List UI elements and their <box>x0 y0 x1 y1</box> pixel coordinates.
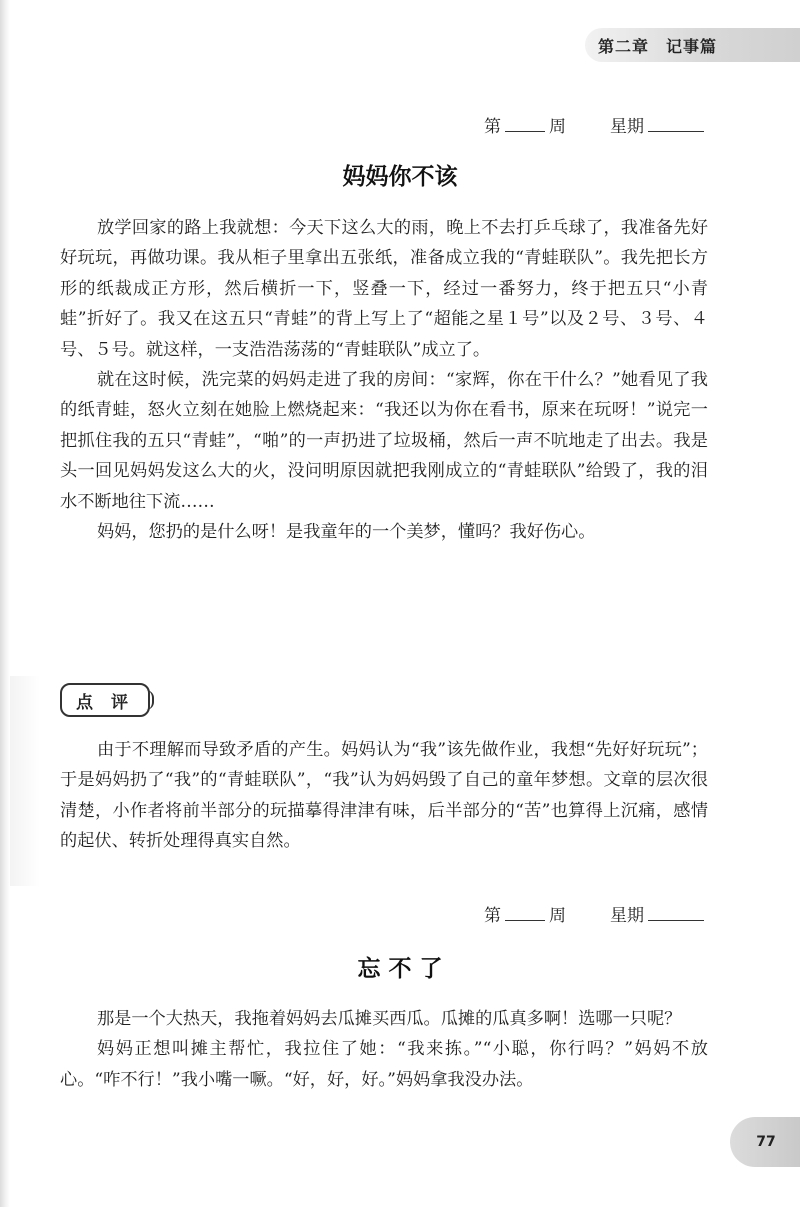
review-paragraph: 由于不理解而导致矛盾的产生。妈妈认为“我”该先做作业，我想“先好好玩玩”；于是妈妈扔了“我”的“青蛙联队”，“我”认为妈妈毁了自己的童年梦想。文章的层次很清楚，小作者将前半部分的玩描摹得津津有味，后半部分的“苦”也算得上沉痛，感情的起伏、转折处理得真实自然。 <box>60 740 708 852</box>
review-body <box>60 735 708 857</box>
week-blank <box>505 117 545 132</box>
week-suffix: 周 <box>549 906 566 926</box>
week-blank <box>505 906 545 921</box>
weekday-prefix: 星期 <box>610 117 644 137</box>
page-number: 77 <box>756 1134 776 1150</box>
essay2-title: 忘 不 了 <box>357 956 443 982</box>
week-suffix: 周 <box>549 117 566 137</box>
essay1-paragraph: 就在这时候，洗完菜的妈妈走进了我的房间：“家辉，你在干什么？”她看见了我的纸青蛙，怒火立刻在她脸上燃烧起来：“我还以为你在看书，原来在玩呀！”说完一把抓住我的五只“青蛙”，“啪”的一声扔进了垃圾桶，然后一声不吭地走了出去。我是头一回见妈妈发这么大的火，没问明原因就把我刚成立的“青蛙联队”给毁了，我的泪水不断地往下流…… <box>60 370 708 512</box>
page-number-tab <box>730 1117 800 1167</box>
essay2-body <box>60 1004 708 1095</box>
essay2-paragraph: 那是一个大热天，我拖着妈妈去瓜摊买西瓜。瓜摊的瓜真多啊！选哪一只呢？ <box>96 1009 682 1029</box>
week-prefix: 第 <box>484 906 501 926</box>
week-prefix: 第 <box>484 117 501 137</box>
review-badge: 点 评 <box>60 683 150 717</box>
chapter-label: 第二章 记事篇 <box>598 37 718 56</box>
essay1-title: 妈妈你不该 <box>342 164 458 190</box>
weekday-prefix: 星期 <box>610 906 644 926</box>
essay1-paragraph: 放学回家的路上我就想：今天下这么大的雨，晚上不去打乒乓球了，我准备先好好玩玩，再做功课。我从柜子里拿出五张纸，准备成立我的“青蛙联队”。我先把长方形的纸裁成正方形，然后横折一下，竖叠一下，经过一番努力，终于把五只“小青蛙”折好了。我又在这五只“青蛙”的背上写上了“超能之星１号”以及２号、３号、４号、５号。就这样，一支浩浩荡荡的“青蛙联队”成立了。 <box>60 218 708 360</box>
essay1-paragraph: 妈妈，您扔的是什么呀！是我童年的一个美梦，懂吗？我好伤心。 <box>96 522 596 543</box>
weekday-blank <box>648 117 704 132</box>
essay1-dateline <box>484 112 704 137</box>
essay2-paragraph: 妈妈正想叫摊主帮忙，我拉住了她：“我来拣。”“小聪，你行吗？”妈妈不放心。“咋不行！”我小嘴一噘。“好，好，好。”妈妈拿我没办法。 <box>60 1039 708 1090</box>
essay2-dateline <box>484 901 704 926</box>
weekday-blank <box>648 906 704 921</box>
review-margin-strip <box>10 676 40 886</box>
essay1-body <box>60 213 708 547</box>
